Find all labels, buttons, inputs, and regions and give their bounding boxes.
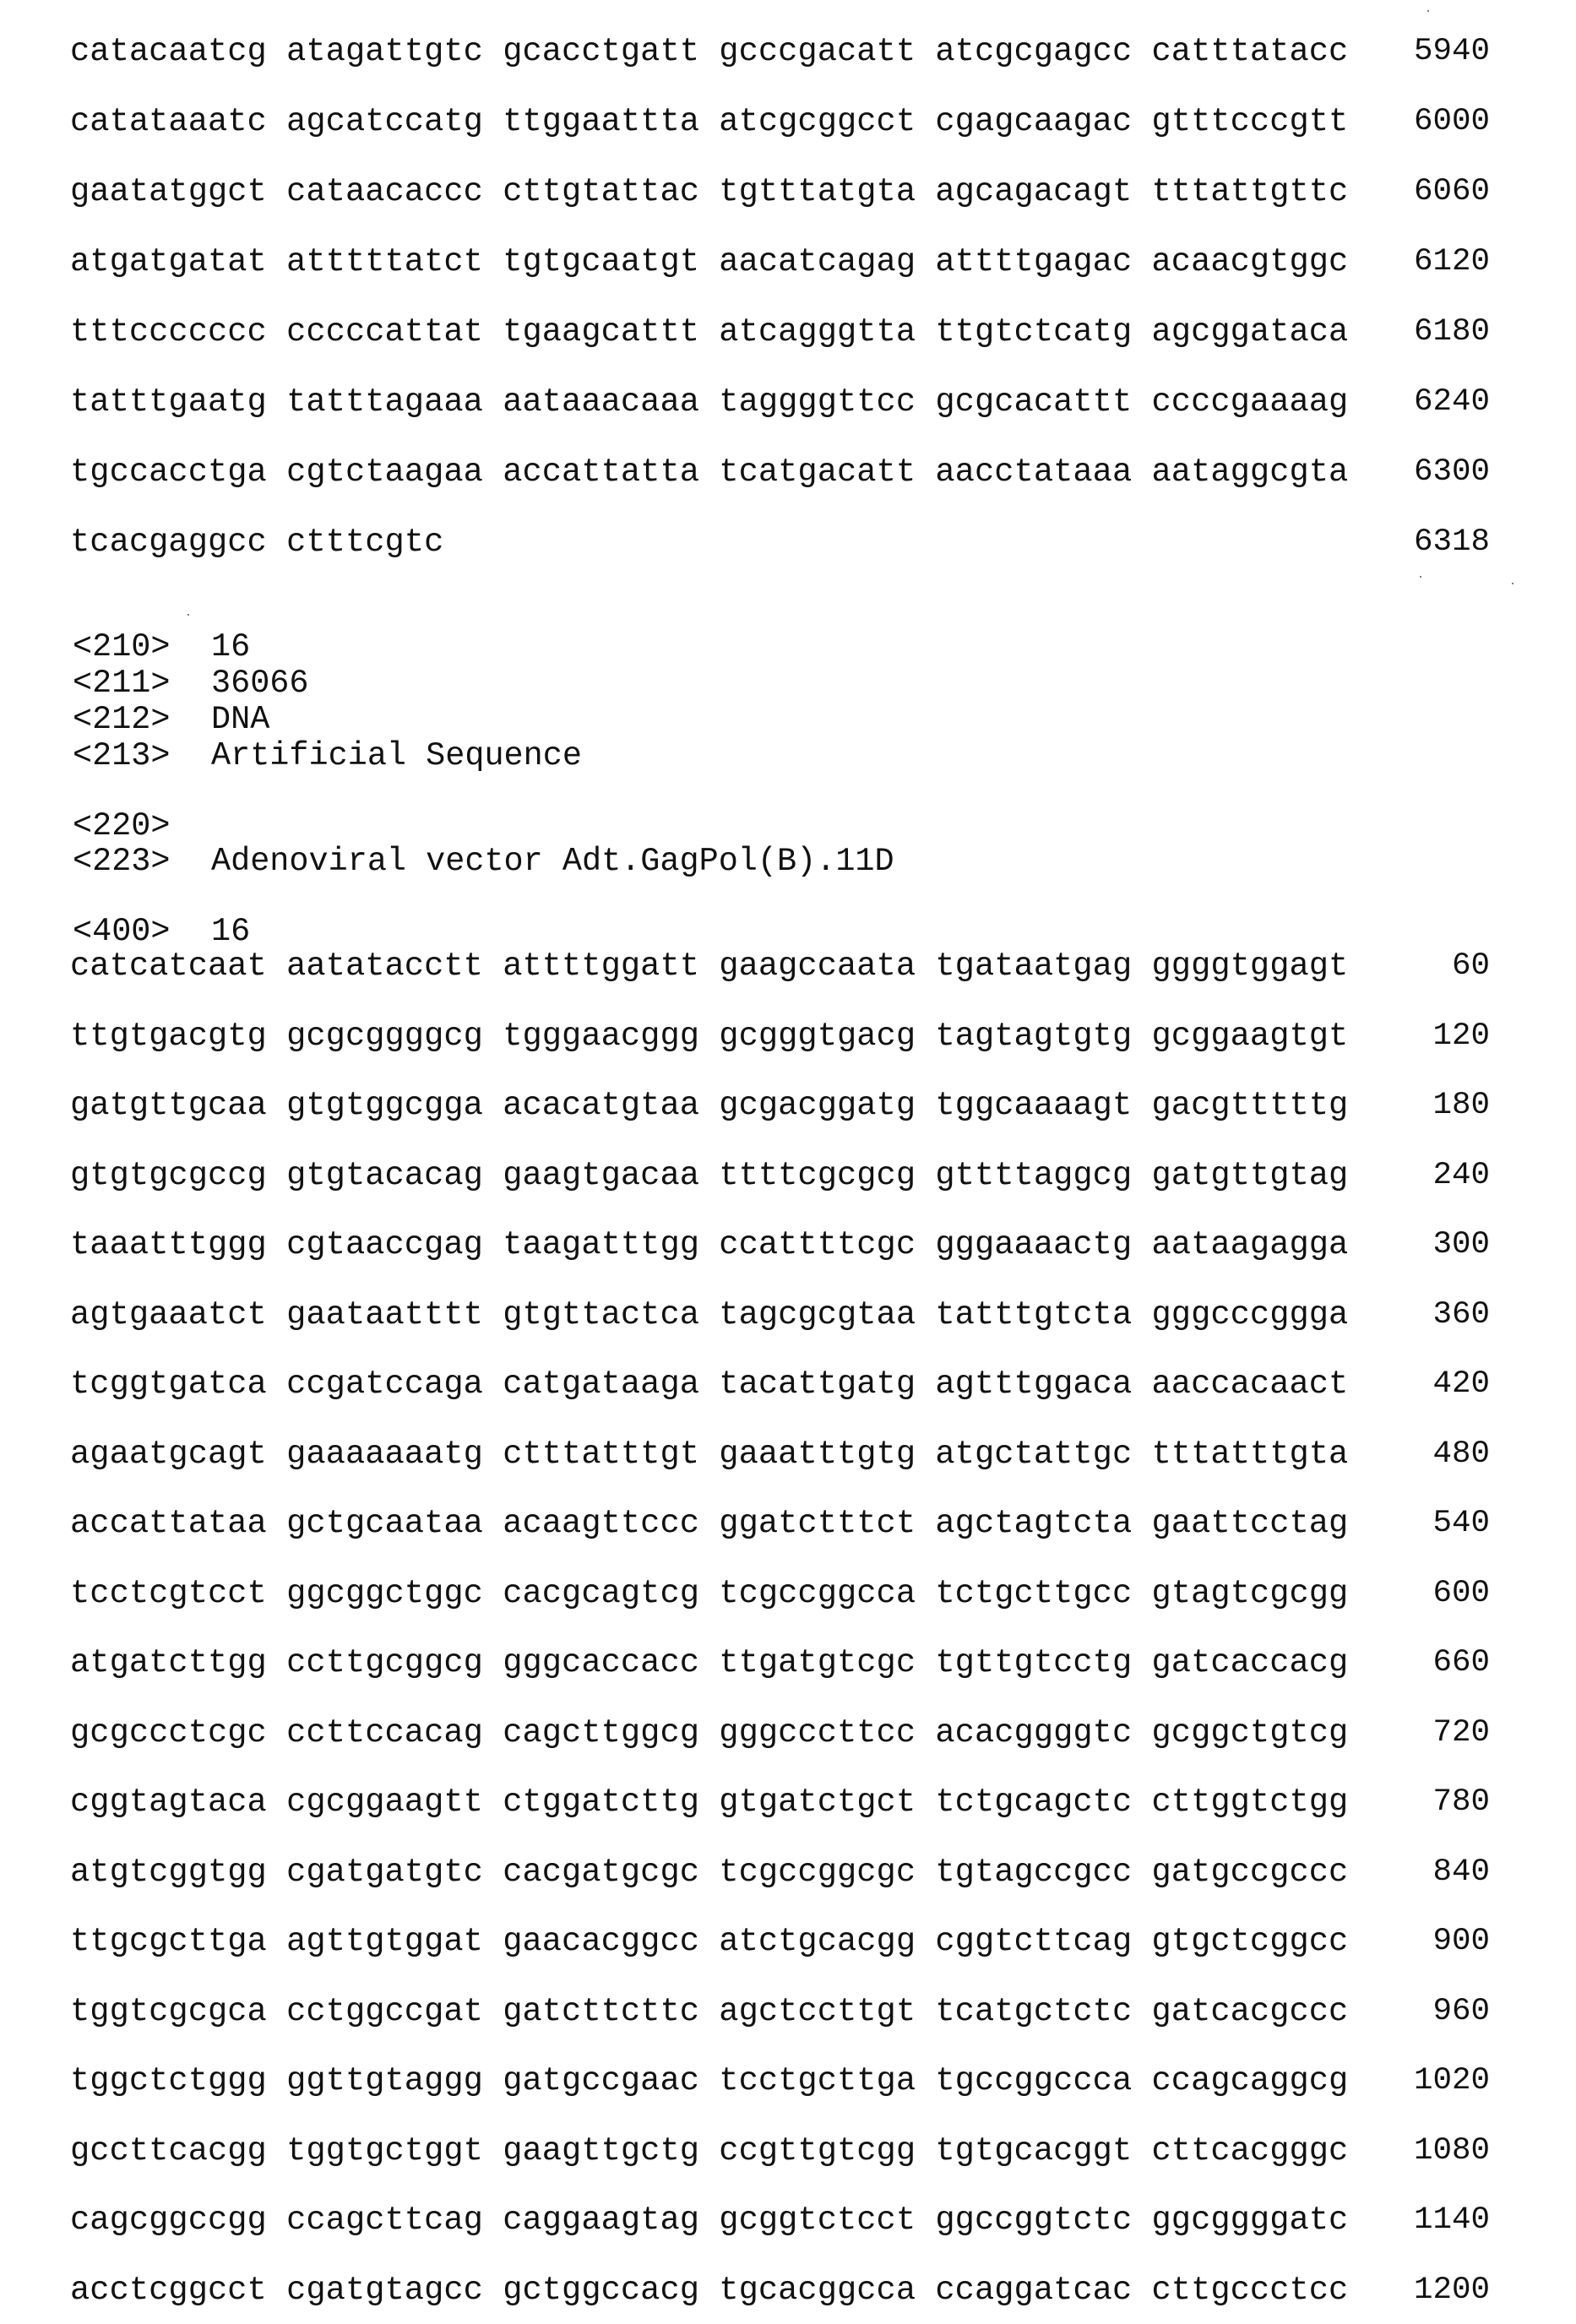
sequence-line bbox=[0, 1713, 1576, 1753]
sequence-bases: tttccccccc cccccattat tgaagcattt atcagggtta ttgtctcatg agcggataca bbox=[70, 313, 1349, 350]
sequence-position: 360 bbox=[1432, 1297, 1490, 1333]
sequence-bases: ttgcgcttga agttgtggat gaacacggcc atctgcacgg cggtcttcag gtgctcggcc bbox=[70, 1923, 1349, 1960]
header-field-211 bbox=[0, 665, 1576, 702]
field-value: Artificial Sequence bbox=[211, 737, 582, 774]
field-tag: <223> bbox=[73, 843, 171, 880]
sequence-line bbox=[0, 31, 1576, 72]
sequence-bases: catacaatcg atagattgtc gcacctgatt gcccgacatt atcgcgagcc catttatacc bbox=[70, 33, 1349, 70]
sequence-line bbox=[0, 382, 1576, 422]
sequence-bases: acctcggcct cgatgtagcc gctggccacg tgcacggcca ccaggatcac cttgccctcc bbox=[70, 2272, 1349, 2309]
header-field-400 bbox=[0, 913, 1576, 950]
sequence-position: 6000 bbox=[1413, 104, 1490, 139]
field-tag: <211> bbox=[73, 665, 171, 702]
sequence-position: 6180 bbox=[1413, 314, 1490, 350]
sequence-position: 6060 bbox=[1413, 174, 1490, 209]
sequence-bases: tcctcgtcct ggcggctggc cacgcagtcg tcgccggcca tctgcttgcc gtagtcgcgg bbox=[70, 1575, 1349, 1612]
sequence-position: 420 bbox=[1432, 1366, 1490, 1402]
sequence-position: 6120 bbox=[1413, 244, 1490, 280]
sequence-bases: tatttgaatg tatttagaaa aataaacaaa taggggttcc gcgcacattt ccccgaaaag bbox=[70, 383, 1349, 421]
sequence-position: 960 bbox=[1432, 1994, 1490, 2029]
sequence-line bbox=[0, 312, 1576, 352]
sequence-line bbox=[0, 2061, 1576, 2101]
scan-speck bbox=[1427, 10, 1429, 12]
sequence-position: 120 bbox=[1432, 1018, 1490, 1054]
sequence-line bbox=[0, 1643, 1576, 1683]
sequence-line bbox=[0, 2131, 1576, 2171]
sequence-position: 720 bbox=[1432, 1715, 1490, 1751]
sequence-bases: cggtagtaca cgcggaagtt ctggatcttg gtgatctgct tctgcagctc cttggtctgg bbox=[70, 1784, 1349, 1821]
sequence-line bbox=[0, 101, 1576, 142]
field-value: 16 bbox=[211, 913, 251, 950]
field-tag: <210> bbox=[73, 628, 171, 665]
sequence-position: 300 bbox=[1432, 1227, 1490, 1262]
sequence-line bbox=[0, 1224, 1576, 1265]
sequence-line bbox=[0, 1503, 1576, 1544]
sequence-position: 240 bbox=[1432, 1158, 1490, 1193]
sequence-bases: tggctctggg ggttgtaggg gatgccgaac tcctgcttga tgccggccca ccagcaggcg bbox=[70, 2062, 1349, 2099]
sequence-bases: catataaatc agcatccatg ttggaattta atcgcggcct cgagcaagac gtttcccgtt bbox=[70, 103, 1349, 140]
sequence-position: 180 bbox=[1432, 1088, 1490, 1123]
sequence-position: 480 bbox=[1432, 1436, 1490, 1472]
sequence-position: 1200 bbox=[1413, 2272, 1490, 2308]
sequence-line bbox=[0, 1295, 1576, 1335]
sequence-position: 840 bbox=[1432, 1854, 1490, 1890]
field-value: 16 bbox=[211, 628, 251, 665]
sequence-line bbox=[0, 1991, 1576, 2032]
sequence-bases: accattataa gctgcaataa acaagttccc ggatctttct agctagtcta gaattcctag bbox=[70, 1505, 1349, 1542]
header-field-220 bbox=[0, 807, 1576, 844]
sequence-bases: tcacgaggcc ctttcgtc bbox=[70, 524, 444, 561]
sequence-position: 6240 bbox=[1413, 384, 1490, 420]
sequence-position: 5940 bbox=[1413, 34, 1490, 69]
sequence-bases: gcgccctcgc ccttccacag cagcttggcg gggcccttcc acacggggtc gcggctgtcg bbox=[70, 1714, 1349, 1751]
header-field-210 bbox=[0, 628, 1576, 665]
sequence-position: 600 bbox=[1432, 1576, 1490, 1611]
sequence-line bbox=[0, 1085, 1576, 1126]
sequence-bases: agtgaaatct gaataatttt gtgttactca tagcgcgtaa tatttgtcta gggcccggga bbox=[70, 1296, 1349, 1333]
scan-speck bbox=[1512, 583, 1514, 584]
sequence-bases: catcatcaat aatatacctt attttggatt gaagccaata tgataatgag ggggtggagt bbox=[70, 948, 1349, 985]
sequence-line bbox=[0, 171, 1576, 212]
field-tag: <400> bbox=[73, 913, 171, 950]
sequence-bases: taaatttggg cgtaaccgag taagatttgg ccattttcgc gggaaaactg aataagagga bbox=[70, 1226, 1349, 1263]
sequence-bases: ttgtgacgtg gcgcggggcg tgggaacggg gcgggtgacg tagtagtgtg gcggaagtgt bbox=[70, 1018, 1349, 1055]
sequence-line bbox=[0, 1364, 1576, 1404]
sequence-bases: tggtcgcgca cctggccgat gatcttcttc agctccttgt tcatgctctc gatcacgccc bbox=[70, 1993, 1349, 2030]
sequence-line bbox=[0, 1782, 1576, 1822]
sequence-bases: gtgtgcgccg gtgtacacag gaagtgacaa ttttcgcgcg gttttaggcg gatgttgtag bbox=[70, 1157, 1349, 1194]
sequence-bases: atgtcggtgg cgatgatgtc cacgatgcgc tcgccggcgc tgtagccgcc gatgccgccc bbox=[70, 1854, 1349, 1891]
sequence-bases: atgatcttgg ccttgcggcg gggcaccacc ttgatgtcgc tgttgtcctg gatcaccacg bbox=[70, 1644, 1349, 1681]
field-value: Adenoviral vector Adt.GagPol(B).11D bbox=[211, 843, 894, 880]
sequence-position: 1080 bbox=[1413, 2133, 1490, 2169]
sequence-position: 6318 bbox=[1413, 524, 1490, 560]
sequence-bases: atgatgatat atttttatct tgtgcaatgt aacatcagag attttgagac acaacgtggc bbox=[70, 243, 1349, 280]
sequence-line bbox=[0, 242, 1576, 282]
field-tag: <220> bbox=[73, 807, 171, 844]
sequence-line bbox=[0, 1573, 1576, 1614]
sequence-bases: agaatgcagt gaaaaaaatg ctttatttgt gaaatttgtg atgctattgc tttatttgta bbox=[70, 1436, 1349, 1473]
scan-speck bbox=[1420, 576, 1421, 578]
sequence-bases: gatgttgcaa gtgtggcgga acacatgtaa gcgacggatg tggcaaaagt gacgtttttg bbox=[70, 1087, 1349, 1124]
sequence-bases: gaatatggct cataacaccc cttgtattac tgtttatgta agcagacagt tttattgttc bbox=[70, 173, 1349, 210]
sequence-line bbox=[0, 2200, 1576, 2240]
field-value: 36066 bbox=[211, 665, 309, 702]
sequence-bases: gccttcacgg tggtgctggt gaagttgctg ccgttgtcgg tgtgcacggt cttcacgggc bbox=[70, 2132, 1349, 2169]
field-tag: <212> bbox=[73, 701, 171, 738]
header-field-213 bbox=[0, 737, 1576, 774]
sequence-position: 780 bbox=[1432, 1784, 1490, 1820]
sequence-position: 6300 bbox=[1413, 454, 1490, 490]
header-field-212 bbox=[0, 701, 1576, 738]
sequence-position: 660 bbox=[1432, 1645, 1490, 1681]
sequence-line bbox=[0, 1852, 1576, 1892]
scan-speck bbox=[187, 614, 189, 616]
sequence-line bbox=[0, 1155, 1576, 1196]
sequence-bases: cagcggccgg ccagcttcag caggaagtag gcggtctcct ggccggtctc ggcggggatc bbox=[70, 2202, 1349, 2239]
sequence-line bbox=[0, 522, 1576, 562]
sequence-line bbox=[0, 452, 1576, 492]
sequence-position: 1020 bbox=[1413, 2063, 1490, 2099]
sequence-bases: tcggtgatca ccgatccaga catgataaga tacattgatg agtttggaca aaccacaact bbox=[70, 1366, 1349, 1403]
header-field-223 bbox=[0, 843, 1576, 880]
field-value: DNA bbox=[211, 701, 270, 738]
sequence-position: 1140 bbox=[1413, 2202, 1490, 2238]
field-tag: <213> bbox=[73, 737, 171, 774]
sequence-line bbox=[0, 1434, 1576, 1474]
sequence-line bbox=[0, 1016, 1576, 1056]
sequence-line bbox=[0, 1921, 1576, 1962]
sequence-line bbox=[0, 946, 1576, 986]
sequence-position: 900 bbox=[1432, 1924, 1490, 1959]
sequence-bases: tgccacctga cgtctaagaa accattatta tcatgacatt aacctataaa aataggcgta bbox=[70, 453, 1349, 491]
sequence-line bbox=[0, 2270, 1576, 2310]
sequence-position: 540 bbox=[1432, 1506, 1490, 1541]
sequence-position: 60 bbox=[1451, 948, 1490, 984]
